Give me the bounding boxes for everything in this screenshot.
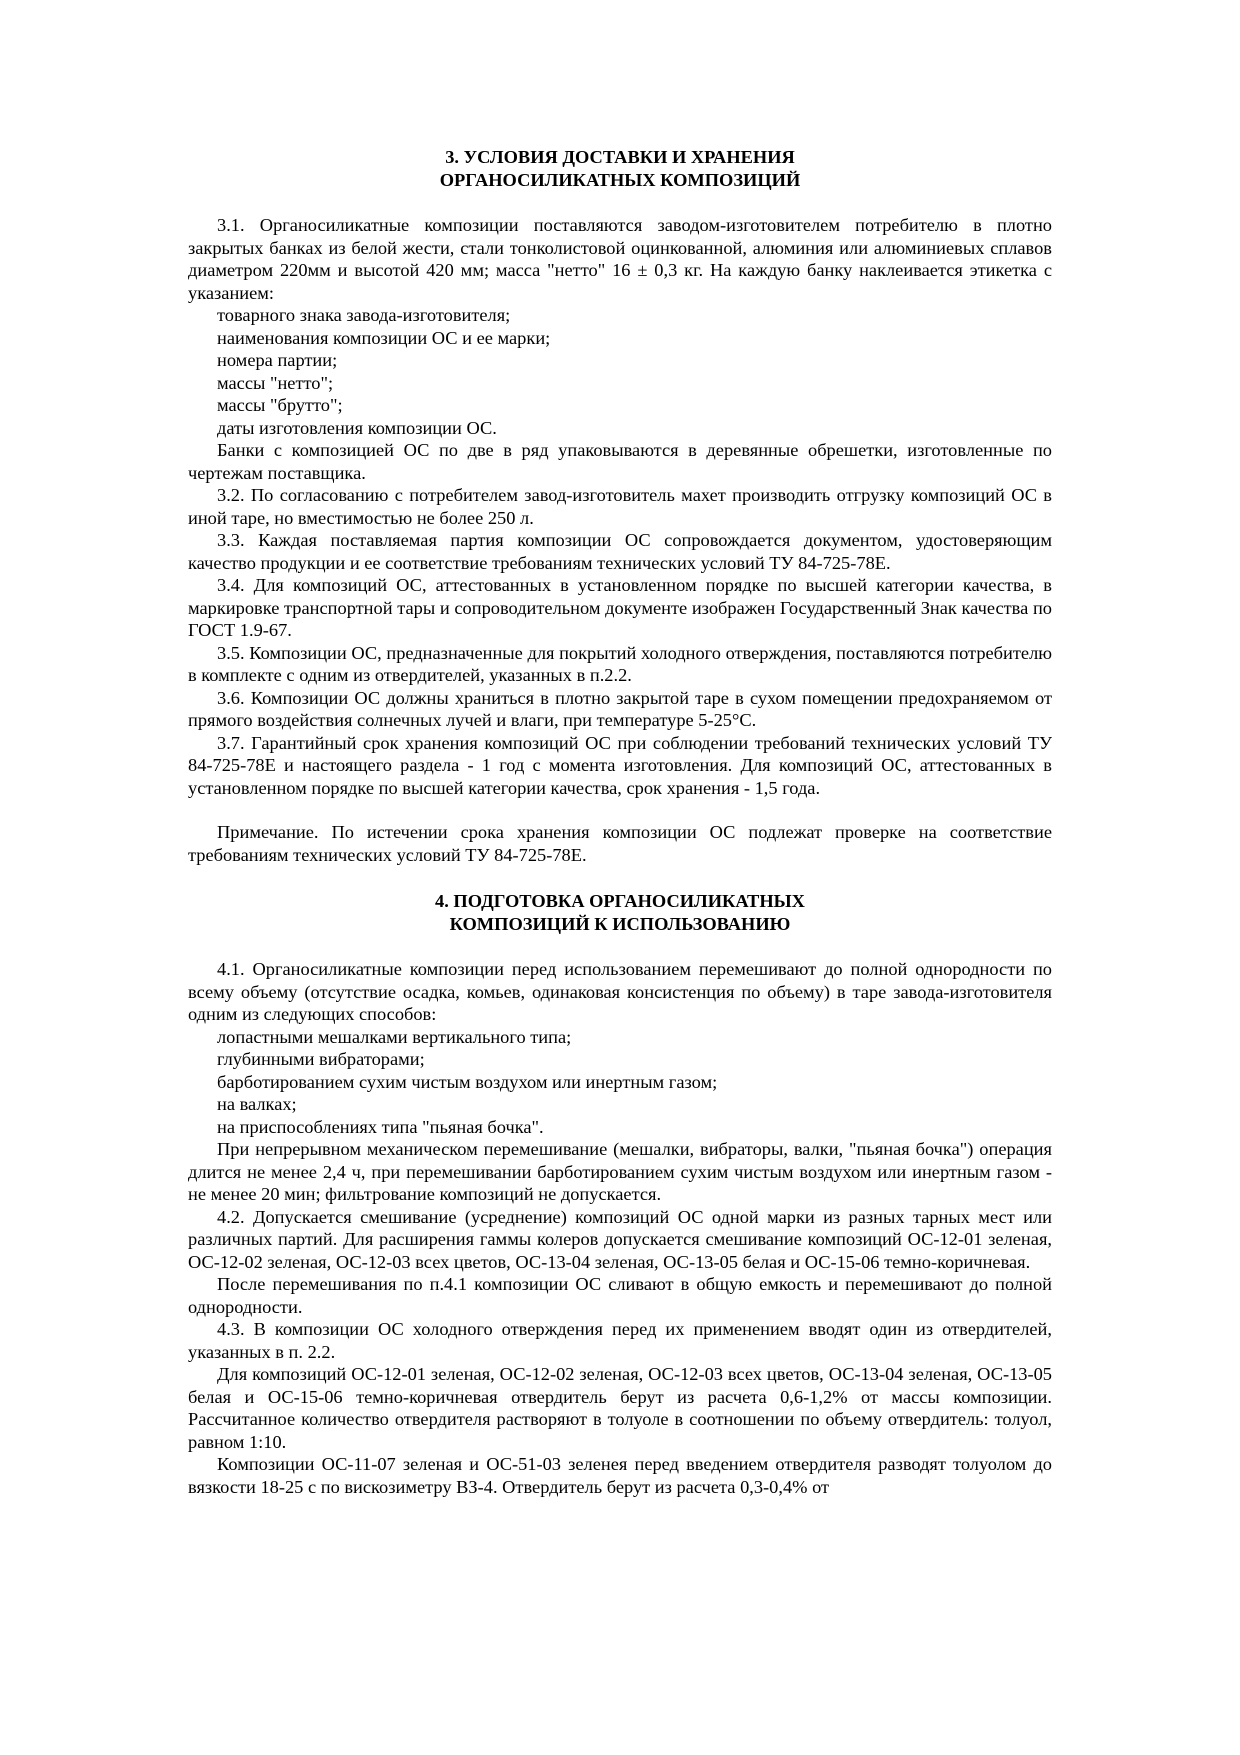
paragraph-3-1: 3.1. Органосиликатные композиции поставляются заводом-изготовителем потребителю в плотно закрытых банках из белой жести, стали тонколистовой оцинкованной, алюминия или алюминиевых сплавов диаметром 220мм и высотой 420 мм; масса "нетто" 16 ± 0,3 кг. На каждую банку наклеивается этикетка с указанием:	[188, 215, 1052, 303]
paragraph-3-3: 3.3. Каждая поставляемая партия композиции ОС сопровождается документом, удостоверяющим качество продукции и ее соответствие требованиям технических условий ТУ 84-725-78Е.	[188, 530, 1052, 573]
label-list-item: товарного знака завода-изготовителя;	[217, 305, 511, 325]
label-list-item: наименования композиции ОС и ее марки;	[217, 327, 551, 348]
section-3-title-line-2: ОРГАНОСИЛИКАТНЫХ КОМПОЗИЦИЙ	[439, 169, 801, 190]
paragraph-packing: Банки с композицией ОС по две в ряд упаковываются в деревянные обрешетки, изготовленные по чертежам поставщика.	[188, 440, 1052, 483]
method-list-item: барботированием сухим чистым воздухом или инертным газом;	[217, 1071, 718, 1092]
paragraph-3-7: 3.7. Гарантийный срок хранения композиций ОС при соблюдении требований технических условий ТУ 84-725-78Е и настоящего раздела - 1 год с момента изготовления. Для композиций ОС, аттестованных в установленном порядке по высшей категории качества, срок хранения - 1,5 года.	[188, 732, 1052, 798]
paragraph-4-2: 4.2. Допускается смешивание (усреднение) композиций ОС одной марки из разных тарных мест или различных партий. Для расширения гаммы колеров допускается смешивание композиций ОС-12-01 зеленая, ОС-12-02 зеленая, ОС-12-03 всех цветов, ОС-13-04 зеленая, ОС-13-05 белая и ОС-15-06 темно-коричневая.	[188, 1206, 1052, 1272]
section-3-title-line-1: 3. УСЛОВИЯ ДОСТАВКИ И ХРАНЕНИЯ	[445, 147, 795, 167]
label-list-item: массы "брутто";	[217, 395, 343, 415]
method-list-item: лопастными мешалками вертикального типа;	[217, 1026, 572, 1047]
label-list-item: массы "нетто";	[217, 372, 334, 393]
paragraph-3-6: 3.6. Композиции ОС должны храниться в плотно закрытой таре в сухом помещении предохраняемом от прямого воздействия солнечных лучей и влаги, при температуре 5-25°С.	[188, 687, 1052, 730]
label-list-item: даты изготовления композиции ОС.	[217, 417, 497, 438]
paragraph-3-2: 3.2. По согласованию с потребителем завод-изготовитель махет производить отгрузку композиций ОС в иной таре, но вместимостью не более 250 л.	[188, 485, 1052, 528]
paragraph-hardener: Для композиций ОС-12-01 зеленая, ОС-12-02 зеленая, ОС-12-03 всех цветов, ОС-13-04 зеленая, ОС-13-05 белая и ОС-15-06 темно-коричневая отвердитель берут из расчета 0,6-1,2% от массы композиции. Рассчитанное количество отвердителя растворяют в толуоле в соотношении по объему отвердитель: толуол, равном 1:10.	[188, 1364, 1052, 1452]
paragraph-after-mixing: После перемешивания по п.4.1 композиции ОС сливают в общую емкость и перемешивают до полной однородности.	[188, 1274, 1052, 1317]
section-3-heading	[188, 146, 1052, 191]
section-4-title-line-2: КОМПОЗИЦИЙ К ИСПОЛЬЗОВАНИЮ	[449, 913, 791, 934]
paragraph-mixing: При непрерывном механическом перемешивание (мешалки, вибраторы, валки, "пьяная бочка") операция длится не менее 2,4 ч, при перемешивании барботированием сухим чистым воздухом или инертным газом - не менее 20 мин; фильтрование композиций не допускается.	[188, 1139, 1052, 1204]
note-paragraph: Примечание. По истечении срока хранения композиции ОС подлежат проверке на соответствие требованиям технических условий ТУ 84-725-78Е.	[188, 822, 1052, 865]
label-list-item: номера партии;	[217, 350, 338, 370]
paragraph-3-5: 3.5. Композиции ОС, предназначенные для покрытий холодного отверждения, поставляются потребителю в комплекте с одним из отвердителей, указанных в п.2.2.	[188, 642, 1052, 685]
method-list-item: на приспособлениях типа "пьяная бочка".	[217, 1116, 544, 1137]
section-4-title-line-1: 4. ПОДГОТОВКА ОРГАНОСИЛИКАТНЫХ	[435, 891, 805, 911]
section-4-heading	[188, 890, 1052, 935]
paragraph-3-4: 3.4. Для композиций ОС, аттестованных в установленном порядке по высшей категории качества, в маркировке транспортной тары и сопроводительном документе изображен Государственный Знак качества по ГОСТ 1.9-67.	[188, 575, 1052, 640]
paragraph-4-1: 4.1. Органосиликатные композиции перед использованием перемешивают до полной однородности по всему объему (отсутствие осадка, комьев, одинаковая консистенция по объему) в таре завода-изготовителя одним из следующих способов:	[188, 959, 1052, 1024]
paragraph-4-3: 4.3. В композиции ОС холодного отверждения перед их применением вводят один из отвердителей, указанных в п. 2.2.	[188, 1319, 1052, 1362]
document-page	[188, 146, 1052, 1498]
method-list-item: на валках;	[217, 1094, 297, 1114]
paragraph-last: Композиции ОС-11-07 зеленая и ОС-51-03 зеленея перед введением отвердителя разводят толуолом до вязкости 18-25 с по вискозиметру ВЗ-4. Отвердитель берут из расчета 0,3-0,4% от	[188, 1454, 1052, 1497]
method-list-item: глубинными вибраторами;	[217, 1049, 425, 1069]
